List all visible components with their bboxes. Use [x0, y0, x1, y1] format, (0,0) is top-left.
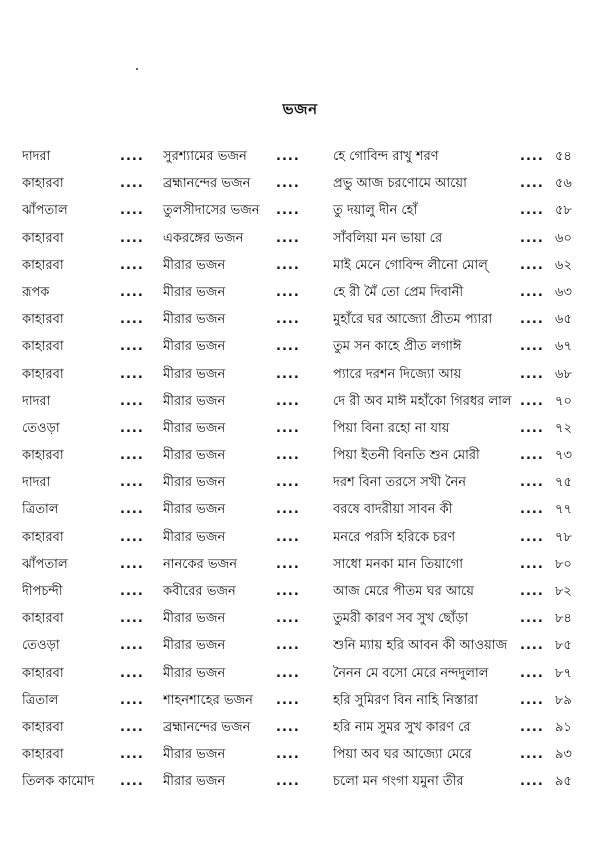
taal-label: ঝাঁপতাল: [22, 556, 68, 572]
taal-label: দাদরা: [22, 393, 51, 409]
song-title: দে রী অব মাঈ মহাঁকো গিরধর লাল: [333, 393, 512, 409]
source-label: মীরার ভজন: [163, 366, 226, 382]
source-label: সুরশ্যামের ভজন: [163, 149, 247, 164]
leader-dots: ....: [120, 257, 144, 273]
song-title: হরি নাম সুমর সুখ কারণ রে: [333, 719, 471, 735]
leader-dots: ....: [520, 747, 544, 763]
source-label: মীরার ভজন: [163, 611, 226, 627]
source-label: মীরার ভজন: [163, 529, 226, 545]
contents-row: [0, 197, 600, 224]
song-title: হরি সুমিরণ বিন নাহি নিস্তারা: [333, 692, 479, 708]
leader-dots: ....: [520, 420, 544, 436]
leader-dots: ....: [520, 257, 544, 273]
song-title: পিয়া বিনা রহো না যায়: [333, 420, 450, 436]
source-label: মীরার ভজন: [163, 665, 226, 681]
leader-dots: ....: [520, 149, 544, 164]
leader-dots: ....: [120, 665, 144, 681]
leader-dots: ....: [120, 638, 144, 654]
song-title: বরষে বাদরীয়া সাবন কী: [333, 502, 453, 518]
leader-dots: ....: [520, 176, 544, 192]
taal-label: তিলক কামোদ: [22, 774, 95, 790]
leader-dots: ....: [120, 393, 144, 409]
source-label: ব্রহ্মানন্দের ভজন: [163, 176, 251, 192]
leader-dots: ....: [276, 203, 300, 219]
contents-row: [0, 714, 600, 741]
song-title: সাধো মনকা মান তিয়াগো: [333, 556, 464, 572]
leader-dots: ....: [276, 529, 300, 545]
song-title: প্রভু আজ চরণোমে আয়ো: [333, 176, 467, 192]
leader-dots: ....: [520, 230, 544, 246]
leader-dots: ....: [276, 312, 300, 328]
taal-label: ঝাঁপতাল: [22, 203, 68, 219]
song-title: তুমরী কারণ সব সুখ ছোঁড়া: [333, 611, 469, 627]
leader-dots: ....: [276, 719, 300, 735]
leader-dots: ....: [276, 692, 300, 708]
leader-dots: ....: [520, 665, 544, 681]
contents-row: [0, 279, 600, 306]
page-number: ৭০: [555, 393, 572, 409]
page-number: ৮২: [555, 584, 572, 599]
leader-dots: ....: [120, 284, 144, 300]
leader-dots: ....: [276, 149, 300, 164]
leader-dots: ....: [520, 692, 544, 708]
leader-dots: ....: [120, 475, 144, 491]
contents-row: [0, 578, 600, 605]
taal-label: ত্রিতাল: [22, 692, 59, 708]
source-label: মীরার ভজন: [163, 284, 226, 300]
taal-label: কাহারবা: [22, 339, 64, 355]
leader-dots: ....: [276, 176, 300, 192]
song-title: পিয়া ইতনী বিনতি শুন মোরী: [333, 448, 480, 464]
taal-label: দাদরা: [22, 149, 51, 164]
taal-label: রূপক: [22, 284, 50, 300]
leader-dots: ....: [120, 149, 144, 164]
leader-dots: ....: [120, 556, 144, 572]
source-label: মীরার ভজন: [163, 475, 226, 491]
page-number: ৭৫: [555, 475, 572, 491]
leader-dots: ....: [276, 611, 300, 627]
song-title: নৈনন মে বসো মেরে নন্দদুলাল: [333, 665, 489, 681]
leader-dots: ....: [276, 638, 300, 654]
page-number: ৫৬: [555, 176, 572, 192]
taal-label: কাহারবা: [22, 257, 64, 273]
taal-label: দাদরা: [22, 475, 51, 491]
song-title: আজ মেরে পীতম ঘর আয়ে: [333, 584, 474, 599]
taal-label: কাহারবা: [22, 312, 64, 328]
leader-dots: ....: [120, 203, 144, 219]
leader-dots: ....: [120, 502, 144, 518]
leader-dots: ....: [120, 448, 144, 464]
contents-row: [0, 605, 600, 632]
contents-row: [0, 551, 600, 578]
source-label: মীরার ভজন: [163, 638, 226, 654]
contents-row: [0, 741, 600, 768]
leader-dots: ....: [276, 502, 300, 518]
leader-dots: ....: [120, 529, 144, 545]
leader-dots: ....: [276, 257, 300, 273]
contents-row: [0, 660, 600, 687]
leader-dots: ....: [120, 747, 144, 763]
leader-dots: ....: [276, 393, 300, 409]
leader-dots: ....: [120, 366, 144, 382]
leader-dots: ....: [520, 611, 544, 627]
leader-dots: ....: [276, 339, 300, 355]
source-label: ব্রহ্মানন্দের ভজন: [163, 719, 251, 735]
page-number: ৭৮: [555, 529, 572, 545]
contents-row: [0, 496, 600, 523]
song-title: শুনি ম্যায় হরি আবন কী আওয়াজ: [333, 638, 508, 654]
leader-dots: ....: [520, 393, 544, 409]
source-label: মীরার ভজন: [163, 339, 226, 355]
page-number: ৫৪: [555, 149, 572, 164]
leader-dots: ....: [520, 529, 544, 545]
page-number: ৭২: [555, 420, 572, 436]
source-label: মীরার ভজন: [163, 502, 226, 518]
page-number: ৭৩: [555, 448, 572, 464]
source-label: মীরার ভজন: [163, 312, 226, 328]
song-title: মাই মেনে গোবিন্দ লীনো মোল্: [333, 257, 488, 273]
taal-label: কাহারবা: [22, 230, 64, 246]
source-label: মীরার ভজন: [163, 420, 226, 436]
contents-row: [0, 225, 600, 252]
contents-row: [0, 306, 600, 333]
page-number: ৫৮: [555, 203, 572, 219]
contents-row: [0, 333, 600, 360]
contents-row: [0, 143, 600, 170]
song-title: পিয়া অব ঘর আজ্যো মেরে: [333, 747, 472, 763]
song-title: মনরে পরসি হরিকে চরণ: [333, 529, 456, 545]
contents-row: [0, 415, 600, 442]
leader-dots: ....: [520, 203, 544, 219]
leader-dots: ....: [276, 665, 300, 681]
page-number: ৮০: [555, 556, 572, 572]
taal-label: কাহারবা: [22, 529, 64, 545]
taal-label: কাহারবা: [22, 665, 64, 681]
source-label: নানকের ভজন: [163, 556, 237, 572]
contents-list: [0, 143, 600, 796]
page-number: ৬০: [555, 230, 572, 246]
leader-dots: ....: [520, 774, 544, 790]
leader-dots: ....: [276, 774, 300, 790]
source-label: মীরার ভজন: [163, 747, 226, 763]
contents-row: [0, 524, 600, 551]
leader-dots: ....: [520, 312, 544, 328]
leader-dots: ....: [520, 556, 544, 572]
song-title: হে গোবিন্দ রাখু শরণ: [333, 149, 439, 164]
source-label: একরঙ্গের ভজন: [163, 230, 244, 246]
song-title: মুহাঁরে ঘর আজ্যো প্রীতম প্যারা: [333, 312, 493, 328]
taal-label: তেওড়া: [22, 420, 60, 436]
contents-row: [0, 687, 600, 714]
source-label: মীরার ভজন: [163, 257, 226, 273]
song-title: তুম সন কাহে প্রীত লগাঈ: [333, 339, 462, 355]
leader-dots: ....: [120, 719, 144, 735]
contents-row: [0, 469, 600, 496]
page-number: ৯১: [555, 719, 572, 735]
taal-label: কাহারবা: [22, 747, 64, 763]
source-label: শাহনশাহের ভজন: [163, 692, 253, 708]
leader-dots: ....: [120, 176, 144, 192]
taal-label: কাহারবা: [22, 366, 64, 382]
page-number: ৮৭: [555, 665, 572, 681]
song-title: দরশ বিনা তরসে সখী নৈন: [333, 475, 467, 491]
page-heading: ভজন: [282, 100, 318, 118]
contents-row: [0, 442, 600, 469]
leader-dots: ....: [276, 475, 300, 491]
leader-dots: ....: [276, 420, 300, 436]
page-number: ৬৮: [555, 366, 572, 382]
contents-row: [0, 252, 600, 279]
contents-row: [0, 768, 600, 795]
contents-row: [0, 170, 600, 197]
leader-dots: ....: [120, 339, 144, 355]
page-number: ৬৩: [555, 284, 572, 300]
source-label: কবীরের ভজন: [163, 584, 236, 599]
leader-dots: ....: [520, 284, 544, 300]
taal-label: কাহারবা: [22, 448, 64, 464]
leader-dots: ....: [120, 611, 144, 627]
song-title: প্যারে দরশন দিজ্যো আয়: [333, 366, 462, 382]
leader-dots: ....: [276, 556, 300, 572]
page-number: ৮৯: [555, 692, 572, 708]
source-label: তুলসীদাসের ভজন: [163, 203, 260, 219]
song-title: হে রী মৈঁ তো প্রেম দিবানী: [333, 284, 464, 300]
page-number: ৬৫: [555, 312, 572, 328]
leader-dots: ....: [520, 475, 544, 491]
leader-dots: ....: [120, 692, 144, 708]
page-number: ৬২: [555, 257, 572, 273]
song-title: চলো মন গংগা যমুনা তীর: [333, 774, 464, 790]
taal-label: কাহারবা: [22, 611, 64, 627]
page-number: ৮৫: [555, 638, 572, 654]
page-number: ৮৪: [555, 611, 572, 627]
song-title: তু দয়ালু দীন হোঁ: [333, 203, 418, 219]
leader-dots: ....: [120, 312, 144, 328]
contents-row: [0, 632, 600, 659]
contents-row: [0, 388, 600, 415]
source-label: মীরার ভজন: [163, 393, 226, 409]
taal-label: তেওড়া: [22, 638, 60, 654]
song-title: সাঁবলিয়া মন ভায়া রে: [333, 230, 443, 246]
source-label: মীরার ভজন: [163, 774, 226, 790]
leader-dots: ....: [520, 584, 544, 599]
leader-dots: ....: [120, 584, 144, 599]
leader-dots: ....: [520, 448, 544, 464]
contents-row: [0, 361, 600, 388]
source-label: মীরার ভজন: [163, 448, 226, 464]
leader-dots: ....: [520, 502, 544, 518]
leader-dots: ....: [276, 230, 300, 246]
leader-dots: ....: [120, 230, 144, 246]
taal-label: কাহারবা: [22, 176, 64, 192]
leader-dots: ....: [276, 284, 300, 300]
leader-dots: ....: [120, 420, 144, 436]
taal-label: কাহারবা: [22, 719, 64, 735]
leader-dots: ....: [120, 774, 144, 790]
page-number: ৯৩: [555, 747, 572, 763]
taal-label: ত্রিতাল: [22, 502, 59, 518]
leader-dots: ....: [276, 366, 300, 382]
leader-dots: ....: [276, 747, 300, 763]
page-number: ৯৫: [555, 774, 572, 790]
leader-dots: ....: [520, 366, 544, 382]
print-speck: [136, 68, 138, 70]
page-number: ৭৭: [555, 502, 572, 518]
page-number: ৬৭: [555, 339, 572, 355]
leader-dots: ....: [520, 339, 544, 355]
leader-dots: ....: [276, 584, 300, 599]
leader-dots: ....: [520, 719, 544, 735]
leader-dots: ....: [276, 448, 300, 464]
taal-label: দীপচন্দী: [22, 584, 63, 599]
leader-dots: ....: [520, 638, 544, 654]
